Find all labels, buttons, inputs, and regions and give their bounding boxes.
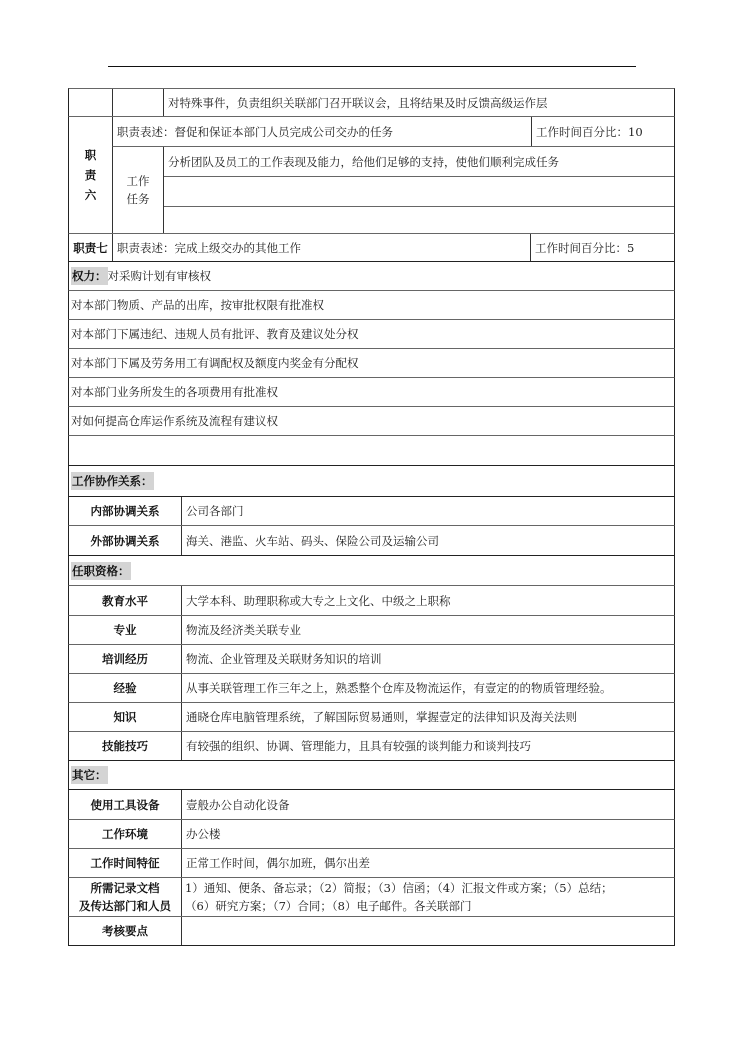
- empty-cell: [69, 89, 112, 116]
- tasks-label-line: 工作: [126, 174, 150, 188]
- authority-item: [69, 436, 674, 465]
- authority-row: [68, 291, 675, 320]
- authority-row: [68, 349, 675, 378]
- documents-value: [181, 878, 674, 916]
- qualification-row: [68, 586, 675, 616]
- cooperation-value: 公司各部门: [181, 497, 674, 525]
- qualifications-heading: 任职资格：: [72, 563, 130, 578]
- cooperation-heading-row: [68, 466, 675, 497]
- authority-row: [68, 320, 675, 349]
- documents-value-line: （6）研究方案；（7）合同；（8）电子邮件。各关联部门: [185, 899, 472, 913]
- qualification-value: 从事关联管理工作三年之上，熟悉整个仓库及物流运作，有壹定的的物质管理经验。: [181, 674, 674, 702]
- task-row: [164, 177, 674, 207]
- qualifications-heading-row: [68, 556, 675, 586]
- duty6-time-percent: 工作时间百分比：10: [531, 117, 674, 146]
- duty6-label-char: 六: [84, 188, 97, 202]
- authority-item: 对本部门物质、产品的出库，按审批权限有批准权: [71, 298, 324, 312]
- qualification-value: 通晓仓库电脑管理系统，了解国际贸易通则，掌握壹定的法律知识及海关法则: [181, 703, 674, 731]
- duty7-time-percent: 工作时间百分比：5: [530, 234, 674, 261]
- authority-first: [69, 262, 674, 290]
- authority-item: 对本部门下属及劳务用工有调配权及额度内奖金有分配权: [71, 356, 359, 370]
- authority-row: [68, 378, 675, 407]
- task-text: [164, 207, 674, 235]
- duty6-task-list: [163, 147, 674, 233]
- qualification-label: 专业: [113, 623, 137, 637]
- other-value: 办公楼: [181, 820, 674, 848]
- task-text: 对特殊事件，负责组织关联部门召开联议会，且将结果及时反馈高级运作层: [163, 89, 674, 116]
- authority-heading: 权力：: [72, 269, 107, 283]
- job-description-table: [68, 88, 675, 946]
- authority-item: 对本部门业务所发生的各项费用有批准权: [71, 385, 278, 399]
- task-row: [164, 207, 674, 235]
- qualification-row: [68, 645, 675, 674]
- task-row: [164, 147, 674, 177]
- authority-item: 对采购计划有审核权: [107, 269, 211, 283]
- qualification-label: 经验: [113, 681, 137, 695]
- cooperation-heading-cell: [69, 466, 674, 496]
- authority-item: 对如何提高仓库运作系统及流程有建议权: [71, 414, 278, 428]
- qualification-row: [68, 674, 675, 703]
- other-value: 壹般办公自动化设备: [181, 790, 674, 819]
- authority-item: 对本部门下属违纪、违规人员有批评、教育及建议处分权: [71, 327, 359, 341]
- duty7-row: [68, 234, 675, 262]
- qualification-label: 知识: [113, 710, 137, 724]
- other-row: [68, 790, 675, 820]
- documents-value-line: 1）通知、便条、备忘录；（2）简报；（3）信函；（4）汇报文件或方案；（5）总结；: [185, 881, 613, 895]
- duty6-description-row: [112, 117, 674, 147]
- qualification-value: 有较强的组织、协调、管理能力，且具有较强的谈判能力和谈判技巧: [181, 732, 674, 760]
- assessment-row: [68, 917, 675, 946]
- duty6-label-char: 责: [84, 168, 97, 182]
- other-heading: 其它：: [72, 768, 107, 782]
- authority-row: [68, 436, 675, 466]
- cooperation-label: 内部协调关系: [90, 504, 160, 518]
- authority-row: [68, 262, 675, 291]
- header-rule: [108, 66, 636, 67]
- task-text: 分析团队及员工的工作表现及能力，给他们足够的支持，使他们顺利完成任务: [168, 154, 559, 169]
- duty6-label: [69, 117, 112, 233]
- qualification-row: [68, 732, 675, 761]
- qualification-label: 培训经历: [102, 652, 148, 666]
- other-label: 使用工具设备: [90, 797, 160, 812]
- cooperation-row: [68, 497, 675, 526]
- qualification-row: [68, 703, 675, 732]
- qualification-row: [68, 616, 675, 645]
- qualification-label: 技能技巧: [102, 739, 148, 753]
- documents-label-line: 所需记录文档: [90, 881, 160, 895]
- cooperation-heading: 工作协作关系：: [72, 474, 153, 488]
- other-value: 正常工作时间，偶尔加班，偶尔出差: [181, 849, 674, 877]
- assessment-label: 考核要点: [102, 924, 148, 938]
- other-row: [68, 820, 675, 849]
- cooperation-label: 外部协调关系: [90, 533, 160, 548]
- other-row: [68, 849, 675, 878]
- qualifications-heading-cell: [69, 556, 674, 585]
- tasks-label-line: 任务: [126, 192, 150, 206]
- other-label: 工作环境: [102, 827, 148, 841]
- other-label: 工作时间特征: [90, 856, 160, 870]
- duty7-label: 职责七: [73, 240, 108, 255]
- other-heading-cell: [69, 761, 674, 789]
- documents-label: [69, 878, 181, 916]
- duty6-group: [68, 117, 675, 234]
- other-heading-row: [68, 761, 675, 790]
- qualification-label: 教育水平: [102, 593, 148, 608]
- qualification-value: 大学本科、助理职称或大专之上文化、中级之上职称: [181, 586, 674, 615]
- cooperation-value: 海关、港监、火车站、码头、保险公司及运输公司: [181, 526, 674, 555]
- documents-label-line: 及传达部门和人员: [79, 899, 171, 913]
- duty6-description: 职责表述：督促和保证本部门人员完成公司交办的任务: [117, 124, 393, 139]
- cooperation-row: [68, 526, 675, 556]
- duty-continued-row: [68, 88, 675, 117]
- assessment-value: [181, 917, 674, 945]
- duty7-description: 职责表述：完成上级交办的其他工作: [112, 234, 530, 261]
- authority-row: [68, 407, 675, 436]
- duty6-label-char: 职: [84, 148, 97, 162]
- task-text: [164, 177, 674, 206]
- qualification-value: 物流及经济类关联专业: [181, 616, 674, 644]
- documents-row: [68, 878, 675, 917]
- empty-cell: [112, 89, 163, 116]
- qualification-value: 物流、企业管理及关联财务知识的培训: [181, 645, 674, 673]
- duty6-tasks-label: [112, 147, 163, 233]
